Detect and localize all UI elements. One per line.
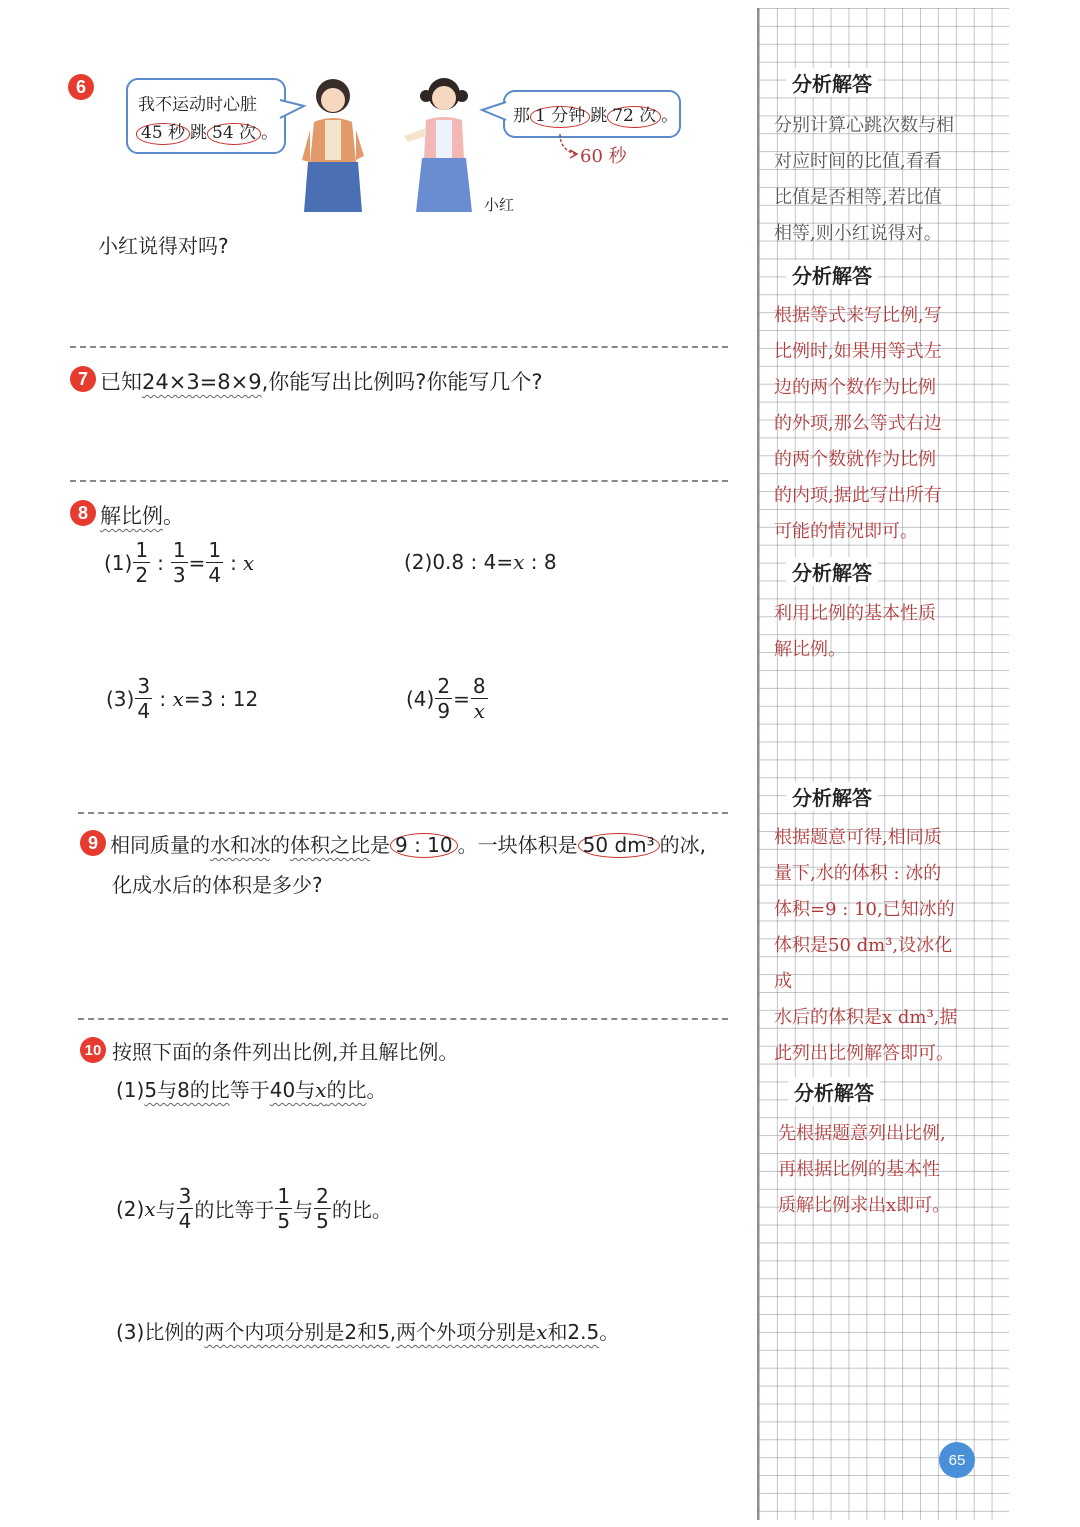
q9-s2: 水和冰 [210, 833, 270, 857]
analysis-line: 此列出比例解答即可。 [774, 1043, 954, 1064]
q9-line-2: 化成水后的体积是多少? [112, 873, 323, 897]
note-arrow [556, 134, 580, 160]
circled-45-seconds: 45 秒 [136, 123, 190, 145]
q10-p2-b: 的比等于 [194, 1198, 275, 1222]
denominator: 2 [135, 563, 149, 587]
q9-s3: 的 [270, 833, 290, 857]
bubble1-mid: 跳 [190, 123, 208, 143]
page-number-badge: 65 [939, 1442, 975, 1478]
q7-equation: 24×3=8×9 [142, 370, 262, 394]
question-number-6: 6 [68, 74, 94, 100]
q8-p1-label: (1) [104, 550, 133, 575]
numerator: 1 [135, 538, 149, 562]
q8-title [100, 500, 184, 530]
q9-s1: 相同质量的 [110, 833, 210, 857]
question-number-10: 10 [80, 1037, 106, 1063]
question-number-7: 7 [70, 366, 96, 392]
analysis-title-2: 分析解答 [786, 260, 878, 289]
analysis-line: 体积是50 dm³,设冰化成 [774, 935, 953, 992]
q9-s5: 是 [370, 833, 390, 857]
variable-x: x [144, 1196, 156, 1221]
q9-line-1 [110, 829, 706, 858]
numerator: 1 [277, 1184, 291, 1208]
variable-x: x [242, 550, 255, 575]
q8-p4-label: (4) [406, 686, 435, 711]
analysis-body-1 [774, 108, 970, 252]
bubble2-end: 。 [661, 106, 679, 126]
denominator: 4 [137, 699, 151, 723]
colon: : [157, 550, 164, 575]
fraction-2-5 [314, 1186, 331, 1231]
note-60-seconds: 60 秒 [580, 146, 627, 167]
divider-3 [78, 812, 728, 814]
analysis-body-4 [774, 820, 970, 1072]
denominator: 3 [172, 563, 186, 587]
analysis-line: 比例时,如果用等式左 [774, 341, 942, 362]
q10-p2-c: 与 [293, 1198, 314, 1222]
q7-post: ,你能写出比例吗?你能写几个? [261, 370, 543, 394]
bubble2-line [513, 101, 678, 128]
q10-p1-d: 的比 [326, 1078, 367, 1102]
speech-bubble-1 [126, 78, 286, 154]
analysis-line: 根据等式来写比例,写 [774, 305, 942, 326]
fraction-1-2 [133, 540, 150, 585]
q6-question: 小红说得对吗? [98, 234, 229, 258]
equals: = [188, 550, 206, 575]
analysis-body-3 [774, 596, 970, 668]
q10-p1-b: 等于 [229, 1078, 270, 1102]
q10-title: 按照下面的条件列出比例,并且解比例。 [112, 1040, 459, 1064]
bubble1-line2 [136, 118, 278, 145]
analysis-line: 比值是否相等,若比值 [774, 187, 942, 208]
bubble1-end: 。 [261, 123, 279, 143]
q10-p1-c: 40与 [269, 1078, 316, 1102]
denominator: 9 [437, 699, 451, 723]
denominator: 4 [178, 1209, 192, 1233]
analysis-line: 水后的体积是x dm³,据 [774, 1007, 958, 1028]
variable-x: x [315, 1078, 327, 1102]
q9-s6: 。一块体积是 [457, 833, 578, 857]
denominator: 5 [316, 1209, 329, 1233]
analysis-line: 边的两个数作为比例 [774, 377, 936, 398]
analysis-line: 量下,水的体积 : 冰的 [774, 863, 942, 884]
circled-ratio: 9 : 10 [390, 833, 458, 858]
q8-problem-3 [106, 676, 258, 721]
denominator: x [473, 699, 485, 723]
analysis-line: 体积=9 : 10,已知冰的 [774, 899, 955, 920]
fraction-3-4 [177, 1186, 194, 1231]
analysis-title-4: 分析解答 [786, 782, 878, 811]
fraction-1-5 [275, 1186, 292, 1231]
q10-p3-d: 两个外项分别是 [396, 1320, 537, 1344]
colon: : [230, 550, 237, 575]
analysis-line: 解比例。 [774, 639, 846, 660]
fraction-3-4 [135, 676, 152, 721]
q10-p3-e: 和2.5 [547, 1320, 600, 1344]
q10-p2-label: (2) [116, 1196, 145, 1221]
fraction-8-x [471, 676, 488, 721]
q10-p1-label: (1) [116, 1078, 145, 1102]
bubble2-pre: 那 [513, 106, 530, 126]
q9-s7: 的冰, [659, 833, 707, 857]
analysis-line: 利用比例的基本性质 [774, 603, 936, 624]
colon: : [153, 686, 173, 711]
circled-72-beats: 72 次 [607, 106, 661, 128]
q8-problem-4 [406, 676, 489, 721]
speech-bubble-2 [503, 90, 681, 138]
denominator: 5 [277, 1209, 291, 1233]
analysis-line: 的内项,据此写出所有 [774, 485, 942, 506]
q10-p3-end: 。 [599, 1320, 620, 1344]
q10-problem-3 [116, 1316, 619, 1345]
equals: = [453, 686, 470, 711]
q10-p1-end: 。 [366, 1078, 387, 1102]
analysis-line: 相等,则小红说得对。 [774, 223, 942, 244]
fraction-1-3 [171, 540, 188, 585]
numerator: 3 [178, 1184, 192, 1208]
divider-1 [70, 346, 728, 348]
analysis-line: 质解比例求出x即可。 [778, 1195, 951, 1216]
analysis-line: 的两个数就作为比例 [774, 449, 936, 470]
numerator: 8 [472, 674, 486, 698]
analysis-line: 可能的情况即可。 [774, 521, 918, 542]
numerator: 3 [137, 674, 151, 698]
variable-x: x [536, 1320, 548, 1344]
question-number-9: 9 [80, 830, 106, 856]
girl-name-label: 小红 [484, 196, 515, 214]
analysis-title-5: 分析解答 [788, 1077, 880, 1106]
q7-text [100, 366, 543, 396]
q10-p1-a: 5与8的比 [144, 1078, 230, 1102]
numerator: 1 [208, 538, 222, 562]
analysis-title-3: 分析解答 [786, 557, 878, 586]
numerator: 2 [316, 1184, 329, 1208]
divider-4 [78, 1018, 728, 1020]
denominator: 4 [208, 563, 222, 587]
q8-problem-2 [404, 550, 557, 574]
q8-p3-end: =3 : 12 [183, 686, 259, 711]
bubble2-mid: 跳 [590, 106, 608, 126]
q7-pre: 已知 [100, 370, 142, 394]
analysis-line: 分别计算心跳次数与相 [774, 115, 954, 136]
q8-p2-end: : 8 [524, 550, 557, 574]
numerator: 2 [437, 674, 451, 698]
analysis-title-1: 分析解答 [786, 68, 878, 97]
analysis-line: 对应时间的比值,看看 [774, 151, 942, 172]
bubble1-line1: 我不运动时心脏 [138, 95, 257, 115]
analysis-line: 先根据题意列出比例, [778, 1123, 946, 1144]
q10-p3-a: 比例的 [144, 1320, 205, 1344]
circled-1-minute: 1 分钟 [530, 106, 590, 128]
q10-problem-2 [116, 1186, 392, 1231]
q8-p3-label: (3) [106, 686, 135, 711]
q10-problem-1 [116, 1074, 387, 1103]
analysis-line: 根据题意可得,相同质 [774, 827, 942, 848]
analysis-line: 的外项,那么等式右边 [774, 413, 942, 434]
question-number-8: 8 [70, 500, 96, 526]
q10-p2-a: 与 [155, 1198, 176, 1222]
analysis-body-2 [774, 298, 970, 550]
fraction-1-4 [206, 540, 223, 585]
analysis-line: 再根据比例的基本性 [778, 1159, 940, 1180]
q8-title-text: 解比例 [100, 504, 163, 528]
q10-p2-d: 的比。 [331, 1198, 392, 1222]
fraction-2-9 [435, 676, 452, 721]
variable-x: x [172, 686, 184, 711]
girl-illustration-xiaohong [400, 70, 480, 215]
q8-title-end: 。 [163, 504, 184, 528]
bubble2-tail [478, 98, 508, 128]
q10-p3-label: (3) [116, 1320, 145, 1344]
q8-p2-text: (2)0.8 : 4= [404, 550, 514, 574]
circled-54-beats: 54 次 [207, 123, 261, 145]
analysis-body-5 [778, 1116, 974, 1224]
variable-x: x [513, 550, 525, 574]
q10-p3-b: 两个内项分别是2和5 [204, 1320, 390, 1344]
q9-s4: 体积之比 [290, 833, 370, 857]
circled-volume: 50 dm³ [578, 833, 660, 858]
q10-p3-c: , [389, 1320, 397, 1344]
numerator: 1 [172, 538, 186, 562]
girl-illustration-1 [300, 70, 370, 215]
q8-problem-1 [104, 540, 254, 585]
divider-2 [70, 480, 728, 482]
